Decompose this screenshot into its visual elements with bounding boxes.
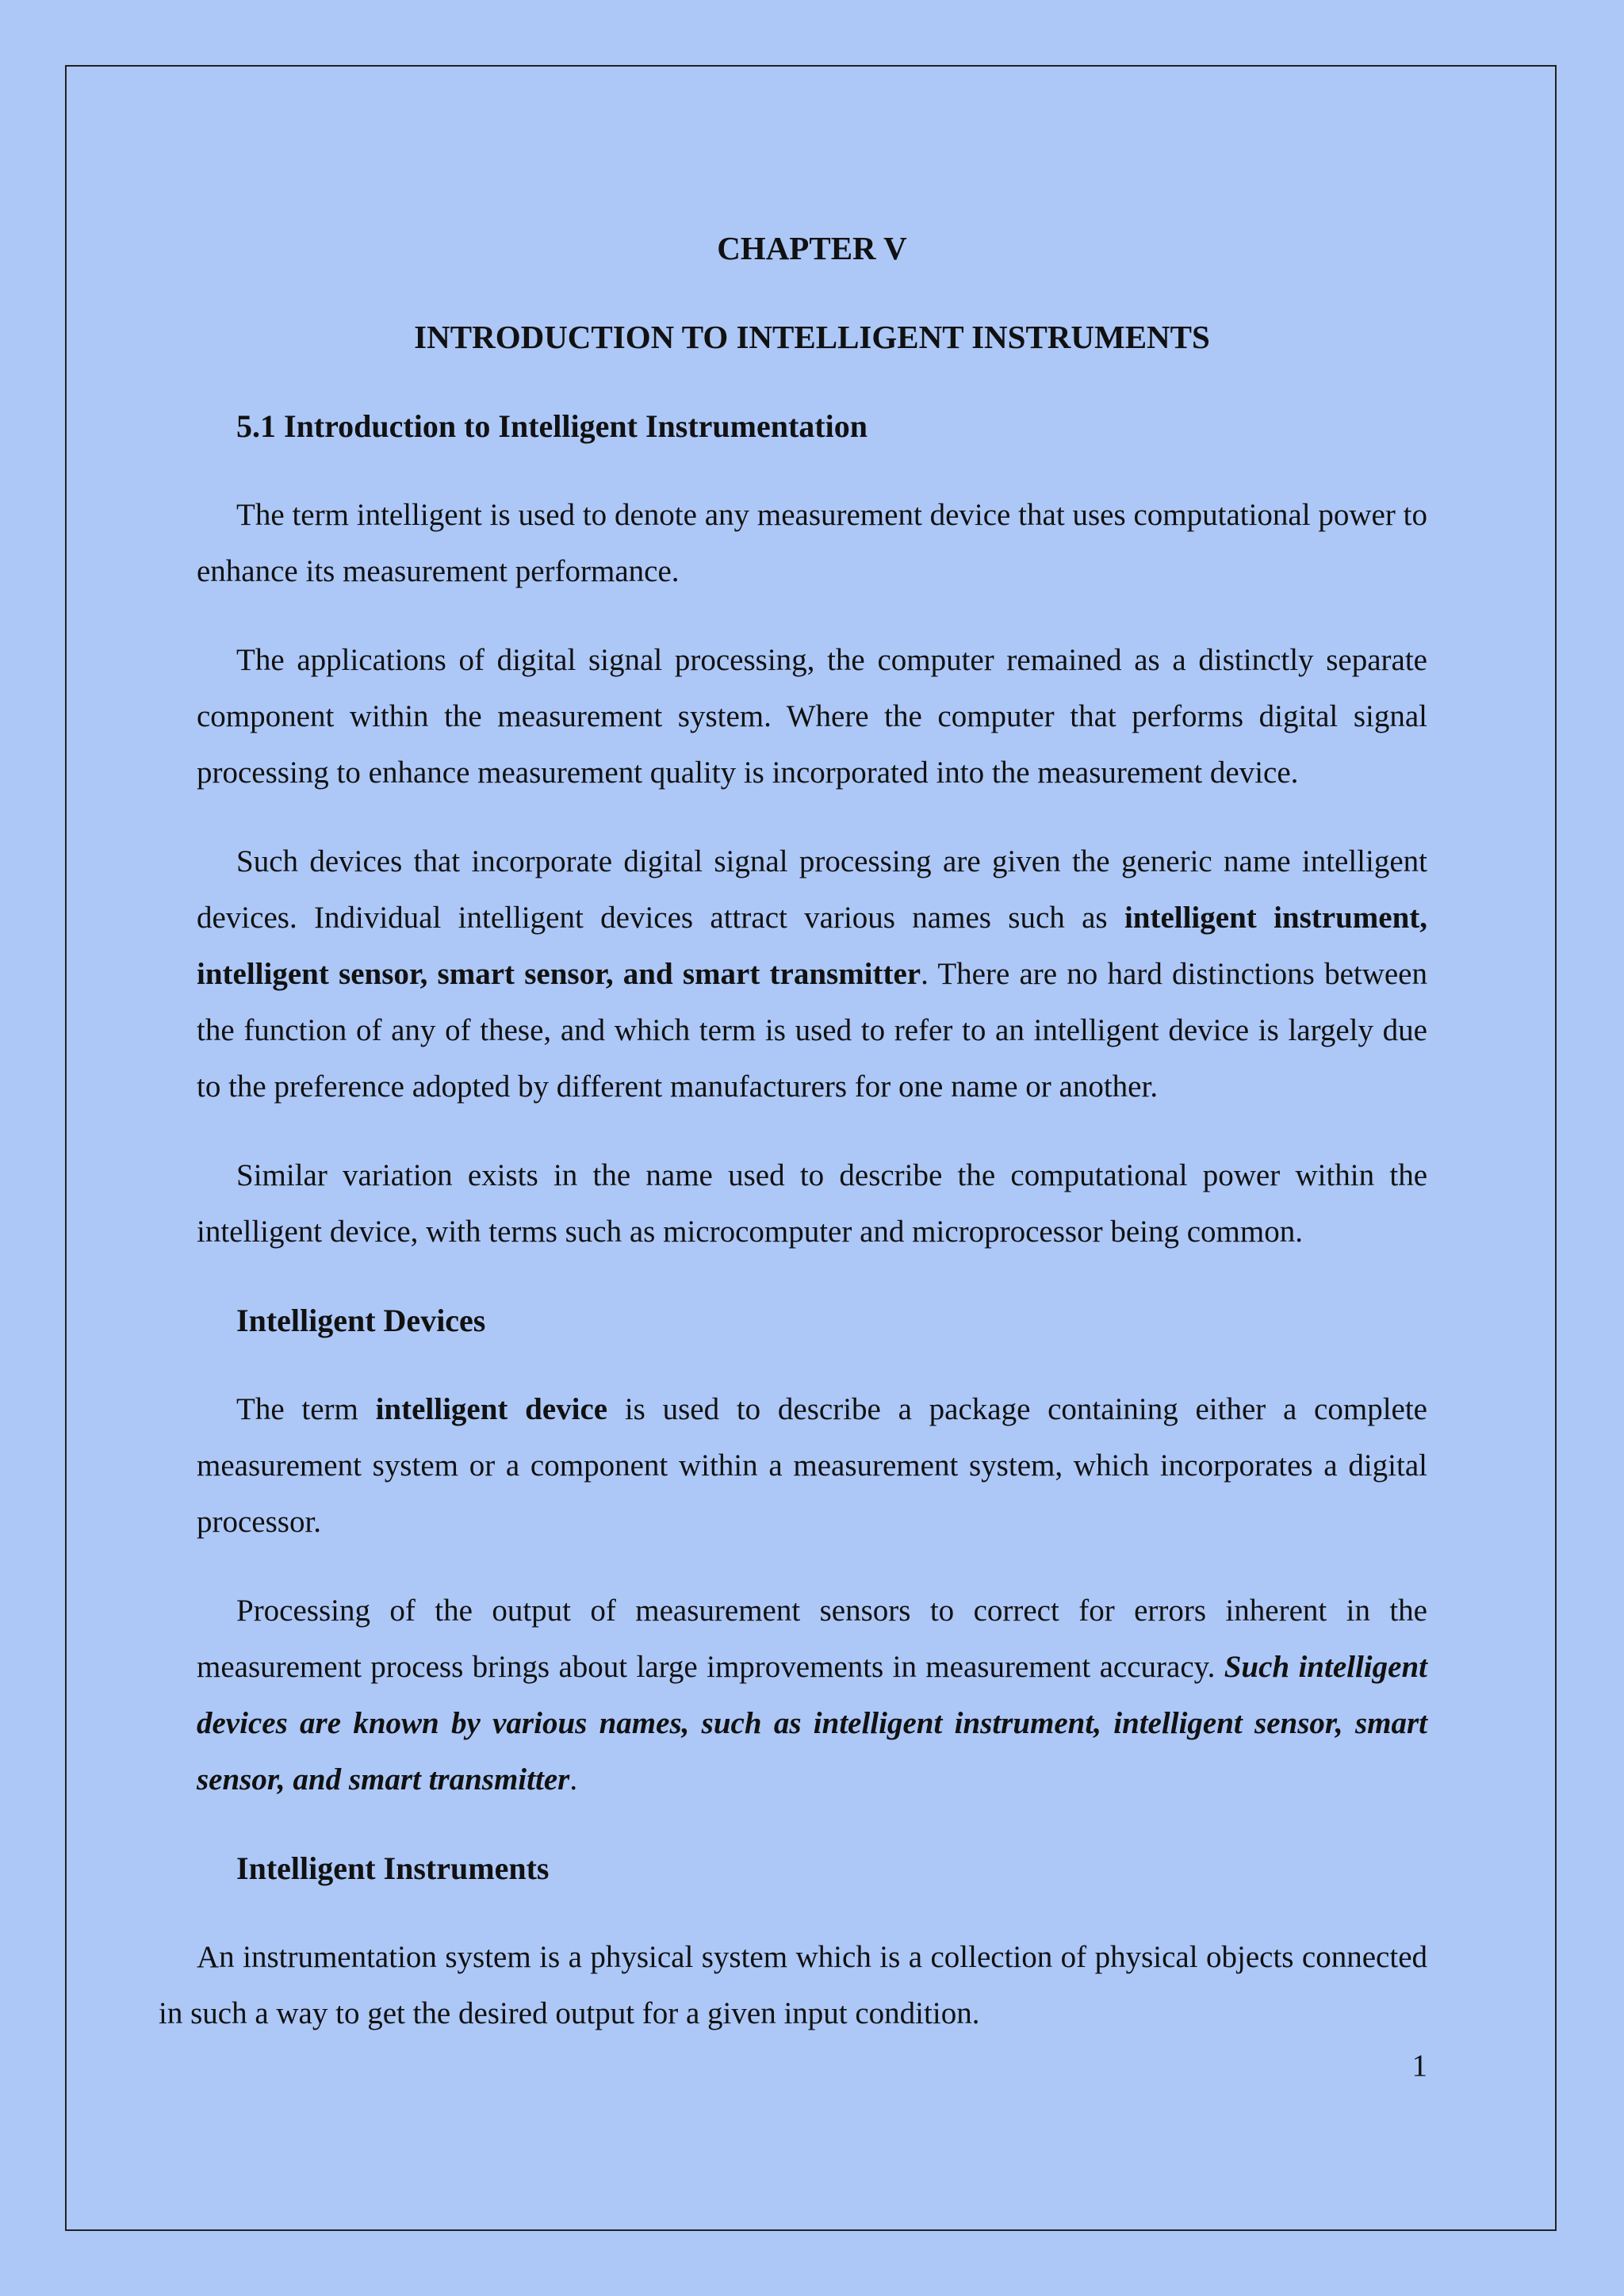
heading-intelligent-devices: Intelligent Devices [236, 1303, 486, 1338]
paragraph-3-text-a: Such devices that incorporate digital signal processing are given the generic name intelligent devices. Individual intelligent devices attract various names such as [197, 844, 1427, 935]
paragraph-3-text-b: . There are no hard distinctions between the function of any of these, and which term is used to refer to an intelligent device is largely due to the preference adopted by different manufacturers for one name or another. [197, 957, 1427, 1104]
page-number: 1 [1411, 2049, 1427, 2083]
paragraph-1: The term intelligent is used to denote any measurement device that uses computational power to enhance its measurement performance. [197, 498, 1427, 588]
paragraph-5 [197, 1381, 1427, 1550]
document-body [159, 220, 1428, 2042]
paragraph-2: The applications of digital signal processing, the computer remained as a distinctly separate component within the measurement system. Where the computer that performs digital signal processing to enhance measurement quality is incorporated into the measurement device. [197, 643, 1427, 790]
paragraph-5-text-b: is used to describe a package containing either a complete measurement system or a component within a measurement system, which incorporates a digital processor. [197, 1392, 1427, 1539]
paragraph-3 [197, 833, 1427, 1115]
paragraph-3-bold-terms: intelligent instrument, intelligent sensor, smart sensor, and smart transmitter [197, 901, 1428, 991]
paragraph-5-text-a: The term [236, 1392, 376, 1426]
paragraph-4: Similar variation exists in the name used to describe the computational power within the intelligent device, with terms such as microcomputer and microprocessor being common. [197, 1158, 1427, 1249]
paragraph-6-text-a: Processing of the output of measurement sensors to correct for errors inherent in the measurement process brings about large improvements in measurement accuracy. [197, 1594, 1427, 1684]
paragraph-7: An instrumentation system is a physical system which is a collection of physical objects connected in such a way to get the desired output for a given input condition. [159, 1940, 1427, 2030]
heading-intelligent-instruments: Intelligent Instruments [236, 1850, 550, 1886]
chapter-label: CHAPTER V [717, 230, 907, 266]
chapter-title: INTRODUCTION TO INTELLIGENT INSTRUMENTS [414, 319, 1210, 355]
paragraph-6-text-b: . [569, 1762, 578, 1797]
paragraph-6 [197, 1582, 1427, 1808]
section-heading: 5.1 Introduction to Intelligent Instrumentation [236, 408, 868, 444]
paragraph-6-bold-italic: Such intelligent devices are known by various names, such as intelligent instrument, intelligent sensor, smart sensor, and smart transmitter [197, 1650, 1427, 1797]
paragraph-5-bold-term: intelligent device [375, 1392, 608, 1426]
